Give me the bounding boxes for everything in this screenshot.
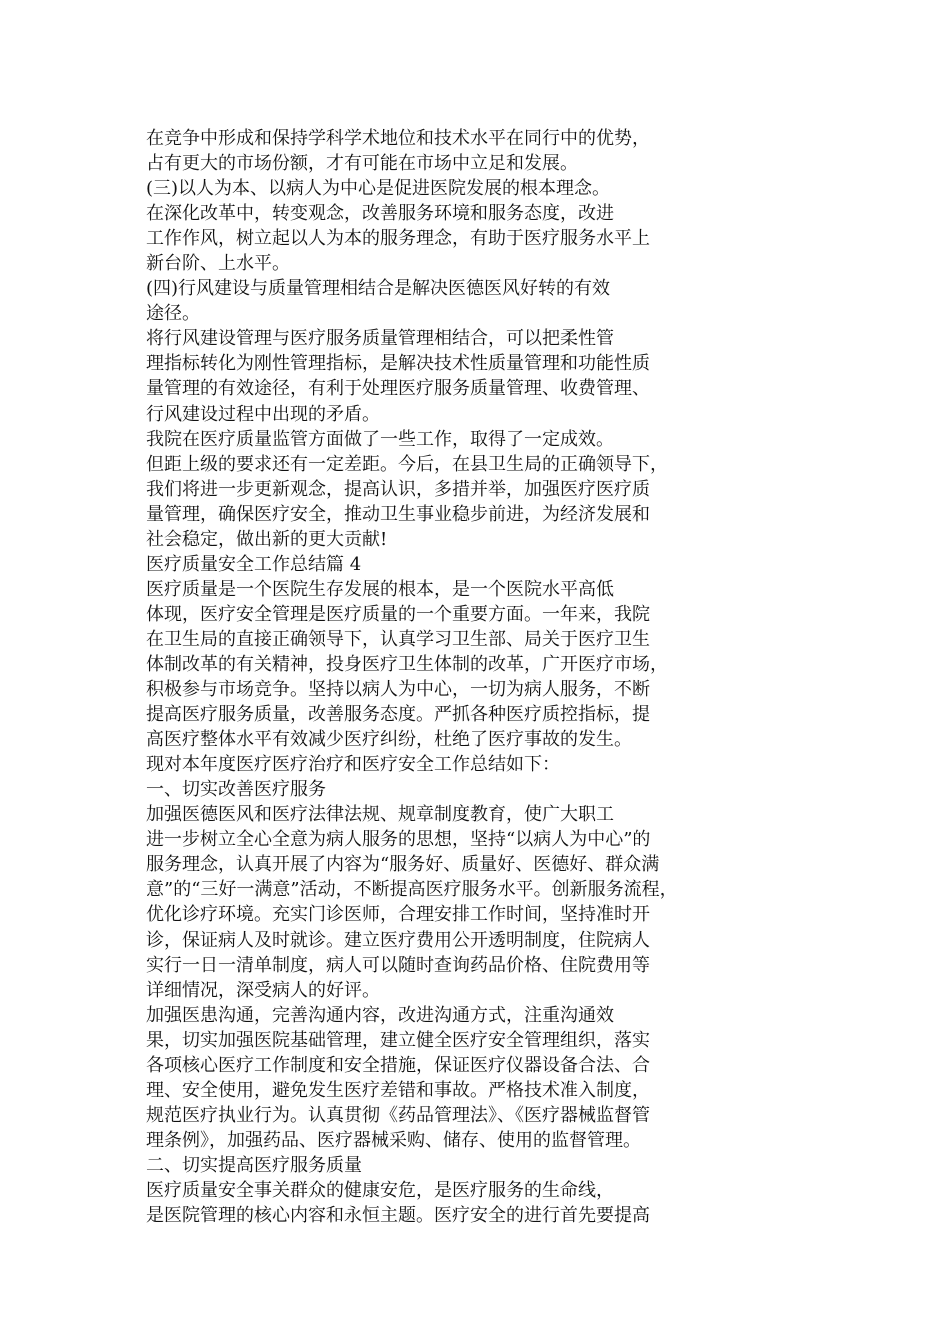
section-heading: (四)行风建设与质量管理相结合是解决医德医风好转的有效 xyxy=(146,278,611,300)
text-line: 高医疗整体水平有效减少医疗纠纷，杜绝了医疗事故的发生。 xyxy=(146,729,632,751)
section-heading: 一、切实改善医疗服务 xyxy=(146,779,326,801)
text-line: 理指标转化为刚性管理指标，是解决技术性质量管理和功能性质 xyxy=(146,353,650,375)
text-line: 现对本年度医疗医疗治疗和医疗安全工作总结如下： xyxy=(146,754,560,776)
text-line: 果，切实加强医院基础管理，建立健全医疗安全管理组织，落实 xyxy=(146,1029,650,1051)
text-line: 行风建设过程中出现的矛盾。 xyxy=(146,403,380,425)
text-line: 各项核心医疗工作制度和安全措施，保证医疗仪器设备合法、合 xyxy=(146,1054,650,1076)
text-line: 量管理的有效途径，有利于处理医疗服务质量管理、收费管理、 xyxy=(146,378,650,400)
text-line: 途径。 xyxy=(146,303,200,325)
section-heading: 二、切实提高医疗服务质量 xyxy=(146,1154,362,1176)
text-line: 规范医疗执业行为。认真贯彻《药品管理法》、《医疗器械监督管 xyxy=(146,1104,650,1126)
text-line: 理条例》，加强药品、医疗器械采购、储存、使用的监督管理。 xyxy=(146,1129,641,1151)
document-body xyxy=(146,126,796,1228)
text-line: 但距上级的要求还有一定差距。今后，在县卫生局的正确领导下， xyxy=(146,453,668,475)
article-title: 医疗质量安全工作总结篇 4 xyxy=(146,553,362,575)
text-line: 医疗质量是一个医院生存发展的根本，是一个医院水平高低 xyxy=(146,578,614,600)
text-line: 实行一日一清单制度，病人可以随时查询药品价格、住院费用等 xyxy=(146,954,650,976)
text-line: 体制改革的有关精神，投身医疗卫生体制的改革，广开医疗市场， xyxy=(146,653,668,675)
text-line: 在卫生局的直接正确领导下，认真学习卫生部、局关于医疗卫生 xyxy=(146,628,650,650)
text-line: 工作作风，树立起以人为本的服务理念，有助于医疗服务水平上 xyxy=(146,228,650,250)
text-line: 提高医疗服务质量，改善服务态度。严抓各种医疗质控指标，提 xyxy=(146,704,650,726)
text-line: 我院在医疗质量监管方面做了一些工作，取得了一定成效。 xyxy=(146,428,614,450)
text-line: 量管理，确保医疗安全，推动卫生事业稳步前进，为经济发展和 xyxy=(146,503,650,525)
text-line: 是医院管理的核心内容和永恒主题。医疗安全的进行首先要提高 xyxy=(146,1205,650,1227)
text-line: 意”的“三好一满意”活动，不断提高医疗服务水平。创新服务流程， xyxy=(146,879,678,901)
text-line: (三)以人为本、以病人为中心是促进医院发展的根本理念。 xyxy=(146,178,611,200)
text-line: 我们将进一步更新观念，提高认识，多措并举，加强医疗医疗质 xyxy=(146,478,650,500)
text-line: 新台阶、上水平。 xyxy=(146,253,290,275)
text-line: 积极参与市场竞争。坚持以病人为中心，一切为病人服务，不断 xyxy=(146,679,650,701)
text-line: 理、安全使用，避免发生医疗差错和事故。严格技术准入制度， xyxy=(146,1079,650,1101)
text-line: 详细情况，深受病人的好评。 xyxy=(146,979,380,1001)
text-line: 在竞争中形成和保持学科学术地位和技术水平在同行中的优势， xyxy=(146,128,650,149)
text-line: 进一步树立全心全意为病人服务的思想，坚持“以病人为中心”的 xyxy=(146,829,651,851)
text-line: 优化诊疗环境。充实门诊医师，合理安排工作时间，坚持准时开 xyxy=(146,904,650,926)
text-line: 在深化改革中，转变观念，改善服务环境和服务态度，改进 xyxy=(146,203,614,225)
text-line: 体现，医疗安全管理是医疗质量的一个重要方面。一年来，我院 xyxy=(146,603,650,625)
text-line: 将行风建设管理与医疗服务质量管理相结合，可以把柔性管 xyxy=(146,328,614,350)
text-line: 加强医患沟通，完善沟通内容，改进沟通方式，注重沟通效 xyxy=(146,1004,614,1026)
text-line: 占有更大的市场份额，才有可能在市场中立足和发展。 xyxy=(146,153,578,175)
text-line: 加强医德医风和医疗法律法规、规章制度教育，使广大职工 xyxy=(146,804,614,826)
text-line: 诊，保证病人及时就诊。建立医疗费用公开透明制度，住院病人 xyxy=(146,929,650,951)
text-line: 社会稳定，做出新的更大贡献! xyxy=(146,528,388,550)
text-line: 服务理念，认真开展了内容为“服务好、质量好、医德好、群众满 xyxy=(146,854,660,876)
text-line: 医疗质量安全事关群众的健康安危，是医疗服务的生命线， xyxy=(146,1179,614,1201)
